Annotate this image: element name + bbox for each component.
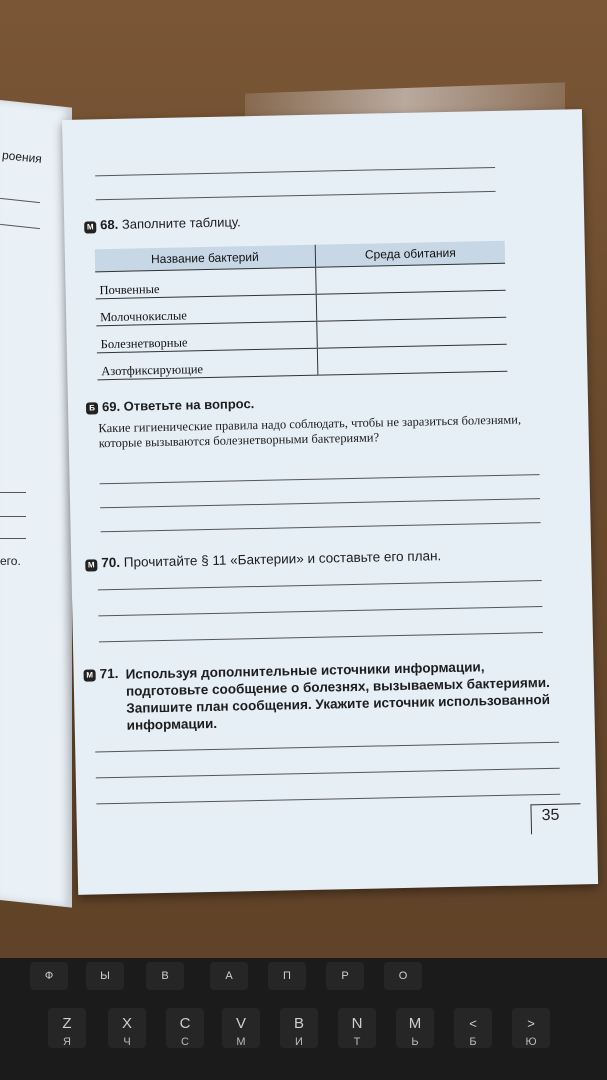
task-71-number: 71. bbox=[99, 665, 119, 682]
task-70-title: Прочитайте § 11 «Бактерии» и составьте его план. bbox=[123, 548, 442, 570]
answer-line bbox=[95, 167, 495, 176]
left-page-mid-word: его. bbox=[0, 554, 21, 568]
keyboard-key[interactable] bbox=[210, 962, 248, 990]
answer-line[interactable] bbox=[99, 632, 543, 642]
workbook-page bbox=[62, 109, 598, 895]
key-label: Ы bbox=[100, 970, 110, 982]
task-68-number: 68. bbox=[100, 216, 119, 233]
key-label-en: N bbox=[351, 1015, 363, 1032]
keyboard-key[interactable] bbox=[86, 962, 124, 990]
table-cell-habitat[interactable] bbox=[316, 263, 506, 294]
key-label: А bbox=[225, 970, 233, 982]
key-label-en: M bbox=[408, 1015, 422, 1032]
key-label-en: < bbox=[469, 1016, 477, 1031]
key-label-en: V bbox=[235, 1015, 246, 1032]
key-label-ru: М bbox=[236, 1036, 246, 1048]
answer-line[interactable] bbox=[101, 522, 541, 532]
keyboard-key[interactable] bbox=[146, 962, 184, 990]
table-cell-name: Почвенные bbox=[95, 267, 316, 299]
bacteria-table bbox=[95, 241, 508, 381]
left-page-line bbox=[0, 492, 26, 493]
task-70-number: 70. bbox=[101, 554, 121, 571]
key-label-ru: Ь bbox=[411, 1036, 419, 1048]
answer-line[interactable] bbox=[100, 498, 540, 508]
key-label-ru: Ч bbox=[123, 1036, 131, 1048]
key-label-ru: И bbox=[295, 1036, 303, 1048]
key-label-en: Z bbox=[62, 1015, 72, 1032]
left-page-line bbox=[0, 538, 26, 539]
key-label-ru: Ю bbox=[525, 1036, 537, 1048]
key-label: П bbox=[283, 970, 291, 982]
task-70-heading bbox=[101, 548, 441, 570]
left-page-top-word: роения bbox=[1, 147, 43, 167]
key-label-ru: Т bbox=[353, 1036, 361, 1048]
table-header-name: Название бактерий bbox=[95, 245, 316, 272]
answer-line[interactable] bbox=[96, 794, 560, 805]
keyboard-key[interactable] bbox=[166, 1008, 204, 1048]
keyboard-key[interactable] bbox=[396, 1008, 434, 1048]
keyboard-key[interactable] bbox=[512, 1008, 550, 1048]
page-number: 35 bbox=[530, 803, 581, 834]
keyboard-key[interactable] bbox=[326, 962, 364, 990]
answer-line[interactable] bbox=[98, 580, 542, 590]
key-label-ru: Б bbox=[469, 1036, 477, 1048]
key-label: О bbox=[398, 970, 408, 982]
task-71-text: Используя дополнительные источники информации, подготовьте сообщение о болезнях, вызываемых бактериями. Запишите план сообщения. Укажите источник использованной информации. bbox=[125, 659, 551, 733]
answer-line bbox=[96, 191, 496, 200]
table-cell-habitat[interactable] bbox=[317, 344, 507, 375]
key-label-en: X bbox=[121, 1015, 132, 1032]
keyboard-key[interactable] bbox=[384, 962, 422, 990]
keyboard-key[interactable] bbox=[338, 1008, 376, 1048]
key-label: Р bbox=[341, 970, 349, 982]
task-68-badge-icon: М bbox=[84, 221, 96, 233]
task-69-badge-icon: Б bbox=[86, 402, 98, 414]
keyboard-key[interactable] bbox=[108, 1008, 146, 1048]
keyboard-key[interactable] bbox=[48, 1008, 86, 1048]
table-header-habitat: Среда обитания bbox=[315, 241, 505, 267]
keyboard-key[interactable] bbox=[30, 962, 68, 990]
task-68-title: Заполните таблицу. bbox=[121, 214, 241, 232]
table-cell-name: Азотфиксирующие bbox=[97, 348, 318, 380]
answer-line[interactable] bbox=[95, 742, 559, 753]
task-69-heading bbox=[102, 396, 255, 414]
table-cell-habitat[interactable] bbox=[316, 290, 506, 321]
keyboard-key[interactable] bbox=[454, 1008, 492, 1048]
key-label-en: C bbox=[179, 1015, 191, 1032]
keyboard-key[interactable] bbox=[280, 1008, 318, 1048]
keyboard bbox=[0, 958, 607, 1080]
table-cell-name: Болезнетворные bbox=[96, 321, 317, 353]
table-cell-name: Молочнокислые bbox=[96, 294, 317, 326]
answer-line[interactable] bbox=[100, 474, 540, 484]
left-page-line bbox=[0, 516, 26, 517]
task-71-badge-icon: М bbox=[84, 669, 96, 681]
keyboard-key[interactable] bbox=[222, 1008, 260, 1048]
task-68-heading bbox=[100, 214, 241, 232]
key-label-ru: Я bbox=[63, 1036, 71, 1048]
key-label-ru: С bbox=[181, 1036, 189, 1048]
task-70-badge-icon: М bbox=[85, 559, 97, 571]
keyboard-key[interactable] bbox=[268, 962, 306, 990]
table-cell-habitat[interactable] bbox=[317, 317, 507, 348]
key-label: В bbox=[161, 970, 169, 982]
answer-line[interactable] bbox=[96, 768, 560, 779]
key-label-en: > bbox=[527, 1016, 535, 1031]
left-page bbox=[0, 100, 72, 908]
answer-line[interactable] bbox=[98, 606, 542, 616]
key-label-en: B bbox=[293, 1015, 304, 1032]
task-69-question: Какие гигиенические правила надо соблюдать, чтобы не заразиться болезнями, которые вызываются болезнетворными бактериями? bbox=[98, 412, 522, 451]
task-69-number: 69. bbox=[101, 398, 121, 415]
key-label: Ф bbox=[44, 970, 54, 982]
task-69-title: Ответьте на вопрос. bbox=[123, 396, 255, 414]
